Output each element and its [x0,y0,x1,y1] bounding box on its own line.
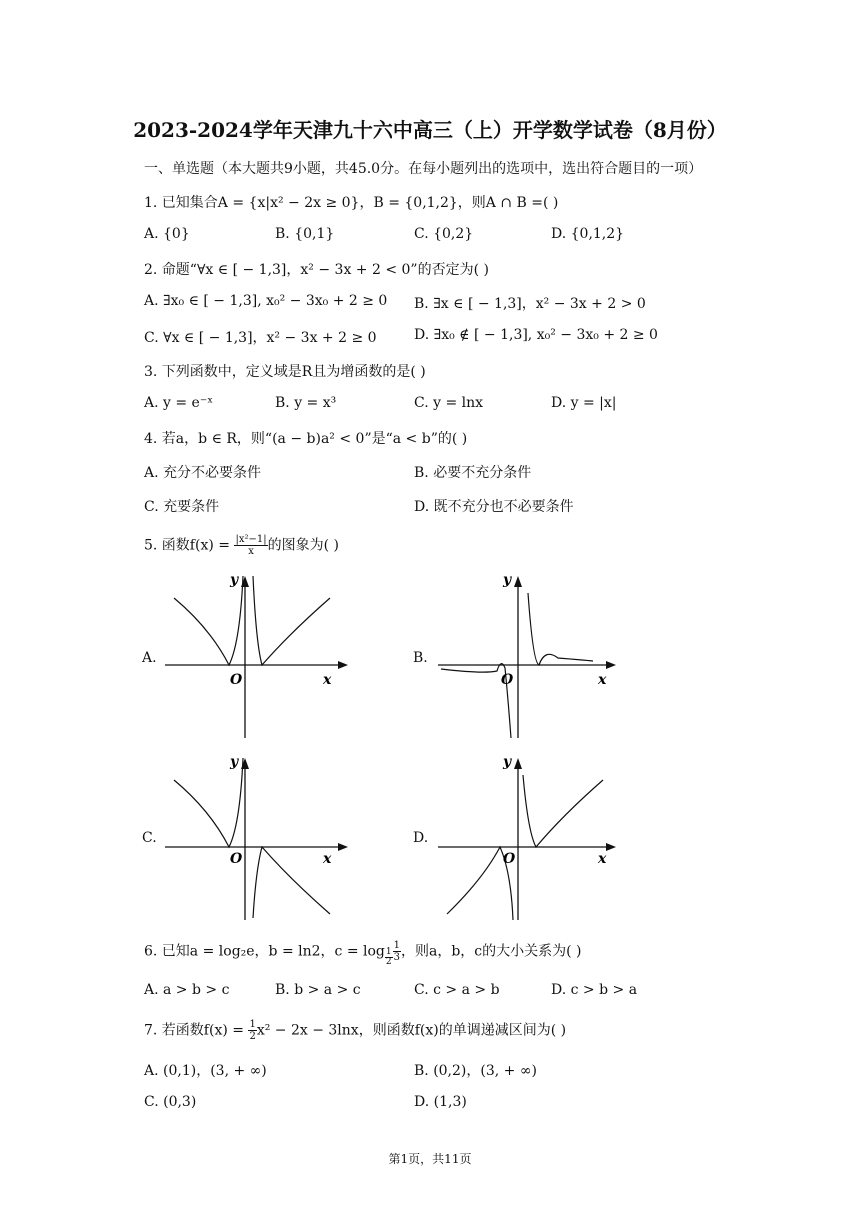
q3-option-a: A. y = e⁻ˣ [144,395,214,411]
q7-option-a: A. (0,1)，(3, + ∞) [144,1063,267,1079]
q4-option-d: D. 既不充分也不必要条件 [414,499,574,515]
q5-fraction: $\frac{\text{|x²−1|}}{x}$ [235,534,267,557]
q7-option-b: B. (0,2)，(3, + ∞) [414,1063,537,1079]
q5-d-origin-label: O [503,851,516,867]
q5-b-x-label: x [598,672,607,688]
q3-option-d: D. y = |x| [551,395,617,411]
question-6-stem: 6. 已知a = log₂e，b = ln2，c = log $\frac{1}{2}$ $\frac{1}{3}$ ，则a，b，c的大小关系为( ) [144,940,582,967]
q6-option-b: B. b > a > c [275,982,361,998]
q5-option-d-label: D. [413,830,429,846]
q4-option-a: A. 充分不必要条件 [144,465,262,481]
q1-option-a: A. {0} [144,226,190,242]
q5-b-origin-label: O [501,672,514,688]
q5-c-y-label: y [230,754,239,770]
q5-graph-c [160,750,350,925]
question-7-stem: 7. 若函数f(x) = $\frac{1}{2}$ x² − 2x − 3lnx，则函数f(x)的单调递减区间为( ) [144,1019,567,1042]
q3-option-c: C. y = lnx [414,395,484,411]
q5-d-x-label: x [598,851,607,867]
q5-a-y-label: y [230,572,239,588]
q2-option-b: B. ∃x ∈ [ − 1,3]，x² − 3x + 2 > 0 [414,296,646,312]
q5-c-origin-label: O [230,851,243,867]
q4-option-b: B. 必要不充分条件 [414,465,532,481]
page-footer: 第1页，共11页 [388,1152,472,1166]
q1-option-c: C. {0,2} [414,226,474,242]
q2-option-d: D. ∃x₀ ∉ [ − 1,3], x₀² − 3x₀ + 2 ≥ 0 [414,327,658,343]
q4-option-c: C. 充要条件 [144,499,220,515]
q7-option-c: C. (0,3) [144,1094,197,1110]
q6-log-arg: $\frac{1}{3}$ [393,940,400,963]
q5-b-y-label: y [503,572,512,588]
q5-c-x-label: x [323,851,332,867]
question-5-stem: 5. 函数f(x) = $\frac{\text{|x²−1|}}{x}$ 的图象为( ) [144,534,339,557]
q1-option-d: D. {0,1,2} [551,226,625,242]
q6-option-a: A. a > b > c [144,982,230,998]
q5-option-a-label: A. [142,650,157,666]
q6-option-d: D. c > b > a [551,982,638,998]
question-1-stem: 1. 已知集合A = {x|x² − 2x ≥ 0}，B = {0,1,2}，则A ∩ B =( ) [144,195,559,211]
q7-fraction: $\frac{1}{2}$ [249,1019,256,1042]
q2-option-a: A. ∃x₀ ∈ [ − 1,3], x₀² − 3x₀ + 2 ≥ 0 [144,293,388,309]
q5-d-y-label: y [503,754,512,770]
q3-option-b: B. y = x³ [275,395,337,411]
q5-graph-b [433,568,623,743]
question-3-stem: 3. 下列函数中，定义域是R且为增函数的是( ) [144,364,426,380]
q6-option-c: C. c > a > b [414,982,500,998]
q1-option-b: B. {0,1} [275,226,335,242]
q5-graph-a [160,568,350,743]
q2-option-c: C. ∀x ∈ [ − 1,3]，x² − 3x + 2 ≥ 0 [144,330,377,346]
question-4-stem: 4. 若a，b ∈ R，则“(a − b)a² < 0”是“a < b”的( ) [144,431,468,447]
q5-a-x-label: x [323,672,332,688]
q7-option-d: D. (1,3) [414,1094,467,1110]
q5-option-b-label: B. [413,650,428,666]
q6-log-base: $\frac{1}{2}$ [385,946,392,967]
q5-graph-d [433,750,623,925]
q5-a-origin-label: O [230,672,243,688]
question-2-stem: 2. 命题“∀x ∈ [ − 1,3]，x² − 3x + 2 < 0”的否定为( ) [144,262,489,278]
page-title: 2023-2024学年天津九十六中高三（上）开学数学试卷（8月份） [133,118,727,142]
section-heading: 一、单选题（本大题共9小题，共45.0分。在每小题列出的选项中，选出符合题目的一项） [144,161,703,177]
q5-option-c-label: C. [142,830,157,846]
